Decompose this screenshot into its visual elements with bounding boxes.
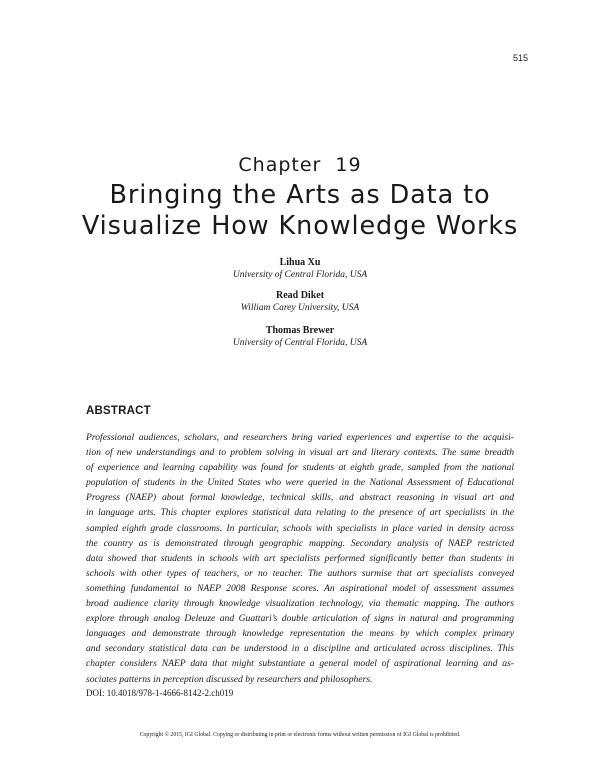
abstract-line: the country as is demonstrated through geographic mapping. Secondary analysis of NAEP restricted bbox=[86, 537, 514, 549]
abstract-line: explore through analog Deleuze and Guattari’s double articulation of signs in natural and programming bbox=[86, 613, 514, 625]
abstract-line: chapter considers NAEP data that might substantiate a general model of aspirational learning and as- bbox=[86, 658, 514, 670]
author-block bbox=[0, 324, 600, 350]
author-block bbox=[0, 256, 600, 282]
abstract-line: sampled eighth grade classrooms. In particular, schools with specialists in place varied in density across bbox=[86, 522, 514, 534]
abstract-line: population of students in the United States who were queried in the National Assessment of Educational bbox=[86, 477, 514, 489]
author-name: Read Diket bbox=[275, 290, 325, 301]
title-line: Bringing the Arts as Data to bbox=[109, 180, 491, 210]
author-name: Lihua Xu bbox=[279, 257, 321, 268]
abstract-line: schools with other types of teachers, or no teacher. The authors surmise that art specialists conveyed bbox=[86, 567, 514, 579]
author-name: Thomas Brewer bbox=[265, 325, 335, 336]
abstract-line: sociates patterns in perception discussed by researchers and philosophers. bbox=[86, 673, 373, 685]
doi: DOI: 10.4018/978-1-4666-8142-2.ch019 bbox=[86, 688, 234, 698]
abstract-line: of experience and learning capability was found for students at eighth grade, sampled from the national bbox=[86, 462, 514, 474]
chapter-title bbox=[0, 180, 600, 242]
abstract-line: broad audience clarity through knowledge visualization technology, via thematic mapping. The authors bbox=[86, 598, 514, 610]
abstract-heading: ABSTRACT bbox=[86, 405, 151, 417]
page-number: 515 bbox=[512, 53, 528, 63]
chapter-label: Chapter 19 bbox=[238, 154, 362, 176]
author-block bbox=[0, 289, 600, 315]
author-affiliation: University of Central Florida, USA bbox=[232, 270, 368, 280]
abstract-line: tion of new understandings and to problem solving in visual art and literary contexts. The same breadth bbox=[86, 447, 514, 459]
title-line: Visualize How Knowledge Works bbox=[81, 211, 519, 241]
abstract-line: in language arts. This chapter explores statistical data relating to the presence of art specialists in the bbox=[86, 507, 514, 519]
author-affiliation: University of Central Florida, USA bbox=[232, 338, 368, 348]
copyright-notice: Copyright © 2015, IGI Global. Copying or distributing in print or electronic forms without written permission of IGI Global is prohibited. bbox=[139, 732, 461, 738]
abstract-line: Professional audiences, scholars, and researchers bring varied experiences and expertise to the acquisi- bbox=[86, 432, 514, 443]
author-affiliation: William Carey University, USA bbox=[240, 303, 360, 313]
abstract-line: Progress (NAEP) about formal knowledge, technical skills, and abstract reasoning in visual art and bbox=[86, 492, 514, 504]
abstract-body bbox=[86, 430, 514, 687]
abstract-line: and secondary statistical data can be understood in a discipline and articulated across disciplines. This bbox=[86, 643, 514, 655]
abstract-line: something fundamental to NAEP 2008 Response scores. An aspirational model of assessment assumes bbox=[86, 582, 514, 594]
abstract-line: languages and demonstrate through knowledge representation the means by which complex primary bbox=[86, 628, 514, 640]
abstract-line: data showed that students in schools with art specialists performed significantly better than students in bbox=[86, 552, 514, 564]
